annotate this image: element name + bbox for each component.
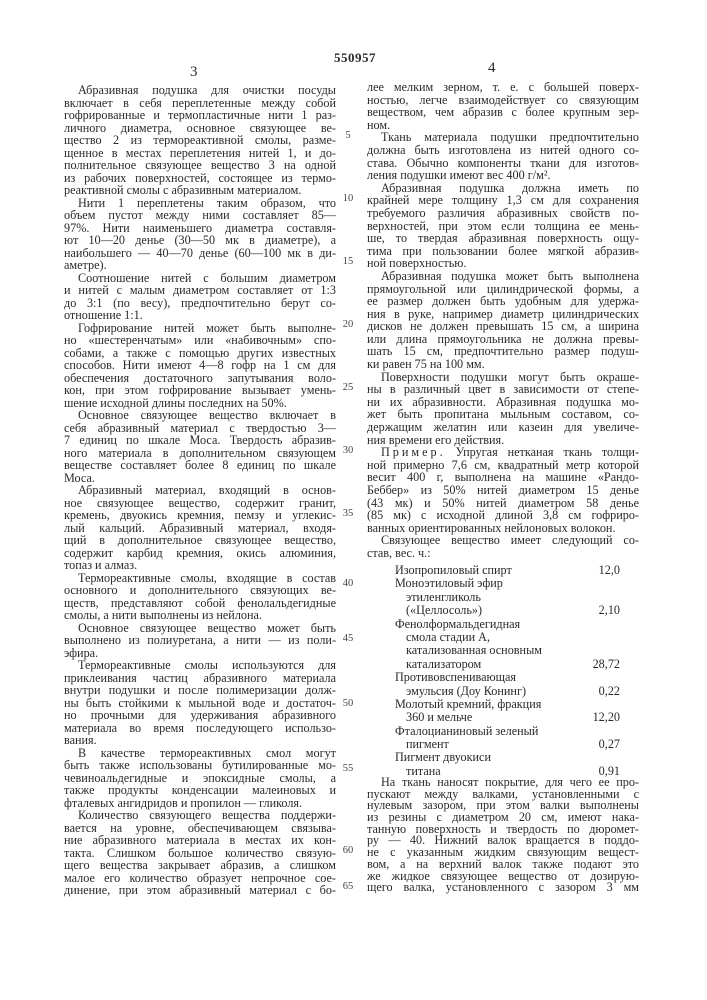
text-line: На ткань наносят покрытие, для чего ее про- (367, 777, 639, 789)
text-line: ного материала в дополнительном связующем (64, 447, 336, 460)
text-line: включает в себя переплетенные между собой (64, 97, 336, 110)
text-line: Основное связующее вещество может быть (64, 622, 336, 635)
text-line: приклеивания частиц абразивного материала (64, 672, 336, 685)
component-name (395, 564, 620, 577)
right-column (367, 81, 639, 560)
text-line: щего валка, установленного с зазором 3 мм (367, 882, 639, 894)
text-line: шать 15 см, предпочтительно размер подуш- (367, 345, 639, 358)
text-line: гофрированные и термопластичные нити 1 раз- (64, 109, 336, 122)
text-line: ния времени его действия. (367, 434, 639, 447)
example-label: Пример. (381, 445, 446, 459)
text-line: чевиноальдегидные и эпоксидные смолы, а (64, 772, 336, 785)
component-name-line: 360 и мельче (395, 711, 620, 724)
text-line: пускают между валками, установленными с (367, 789, 639, 801)
component-name-line: катализатором (395, 658, 620, 671)
text-line: Гофрирование нитей может быть выполне- (64, 322, 336, 335)
component-name (395, 698, 620, 725)
text-line: Термореактивные смолы используются для (64, 659, 336, 672)
line-number: 50 (338, 698, 358, 709)
text-line: ки равен 75 на 100 мм. (367, 358, 639, 371)
text-line: вом, а на верхний валок также подают это (367, 859, 639, 871)
text-line: кон, при этом гофрирование вызывает умень- (64, 384, 336, 397)
text-line: ше, то твердая абразивная поверхность ощу- (367, 232, 639, 245)
line-number: 45 (338, 633, 358, 644)
component-name-line: («Целлосоль») (395, 604, 620, 617)
text-line: (43 мк) и 50% нитей диаметром 58 денье (367, 497, 639, 510)
line-number: 60 (338, 845, 358, 856)
text-line: Абразивная подушка может быть выполнена (367, 270, 639, 283)
text-line: щество 2 из термореактивной смолы, разме- (64, 134, 336, 147)
text-line: 97%. Нити наименьшего диаметра составля- (64, 222, 336, 235)
component-name-line: Изопропиловый спирт (395, 564, 620, 577)
text-line: жет быть пропитана мыльным составом, со- (367, 408, 639, 421)
text-line: также продукты конденсации малеиновых и (64, 784, 336, 797)
text-line: отношение 1:1. (64, 309, 336, 322)
component-amount: 0,91 (599, 765, 620, 778)
text-line: Ткань материала подушки предпочтительно (367, 131, 639, 144)
text-line: В качестве термореактивных смол могут (64, 747, 336, 760)
text-line (367, 446, 639, 459)
composition-row (395, 698, 620, 725)
text-line: нулевым зазором, при этом валки выполнены (367, 800, 639, 812)
text-line: дисков не должен превышать 15 см, а ширина (367, 320, 639, 333)
component-name-line: эмульсия (Доу Конинг) (395, 685, 620, 698)
line-number: 55 (338, 763, 358, 774)
line-number: 65 (338, 881, 358, 892)
text-line: личного диаметра, основное связующее ве- (64, 122, 336, 135)
text-line: но прочными для удерживания абразивного (64, 709, 336, 722)
text-line: 7 единиц по шкале Моса. Твердость абразив- (64, 434, 336, 447)
text-line: Основное связующее вещество включает в (64, 409, 336, 422)
text-line: Поверхности подушки могут быть окраше- (367, 371, 639, 384)
text-line: ее размер должен быть удобным для удержа- (367, 295, 639, 308)
text-line: ное связующее вещество, содержит гранит, (64, 497, 336, 510)
text-line: материала во время последующего использо- (64, 722, 336, 735)
component-name-line: Фенолформальдегидная (395, 618, 620, 631)
text-line: весит 400 г, выполнена на машине «Рандо- (367, 471, 639, 484)
page-number-left: 3 (190, 64, 198, 81)
text-line: ном. (367, 119, 639, 132)
text-line: выполнено из полиуретана, а нити — из поли- (64, 634, 336, 647)
text-line: тима при пользовании более мягкой абразив- (367, 245, 639, 258)
text-line-content: Упругая нетканая ткань толщи- (456, 445, 639, 459)
text-line: Связующее вещество имеет следующий со- (367, 534, 639, 547)
composition-table (395, 564, 620, 778)
text-line: ностью, легче взаимодействует со связующим (367, 94, 639, 107)
text-line: или длина прямоугольника не должна превы- (367, 333, 639, 346)
patent-number: 550957 (320, 50, 390, 66)
text-line: ния в руке, например диаметр цилиндрических (367, 308, 639, 321)
component-name-line: Фталоцианиновый зеленый (395, 725, 620, 738)
text-line: ления подушки имеют вес 400 г/м². (367, 169, 639, 182)
component-amount: 12,20 (593, 711, 620, 724)
line-number: 15 (338, 256, 358, 267)
text-line: став, вес. ч.: (367, 547, 639, 560)
text-line: смолы, а нити выполнены из нейлона. (64, 609, 336, 622)
component-amount: 28,72 (593, 658, 620, 671)
component-amount: 2,10 (599, 604, 620, 617)
text-line: собами, а также с помощью других известных (64, 347, 336, 360)
text-line: Соотношение нитей с большим диаметром (64, 272, 336, 285)
text-line: наибольшего — 40—70 денье (60—100 мк в ди- (64, 247, 336, 260)
text-line: малое его количество образует непрочное сое- (64, 872, 336, 885)
text-line: лый кальций. Абразивный материал, входя- (64, 522, 336, 535)
right-column-continuation (367, 777, 639, 894)
component-name-line: пигмент (395, 738, 620, 751)
text-line: ни их абразивности. Абразивная подушка мо- (367, 396, 639, 409)
page-number-right: 4 (488, 60, 496, 77)
text-line: основного и дополнительного связующих ве- (64, 584, 336, 597)
text-line: веществе составляет более 8 единиц по шкале (64, 459, 336, 472)
text-line: ру — 40. Нижний валок вращается в поддо- (367, 835, 639, 847)
text-line: Нити 1 переплетены таким образом, что (64, 197, 336, 210)
text-line: ние абразивного материала в местах их кон- (64, 834, 336, 847)
text-line: полнительное связующее вещество 3 на одной (64, 159, 336, 172)
text-line: но «шестеренчатым» или «набивочным» спо- (64, 334, 336, 347)
component-amount: 0,22 (599, 685, 620, 698)
text-line: топаз и алмаз. (64, 559, 336, 572)
text-line: должна быть изготовлена из нитей одного со- (367, 144, 639, 157)
composition-row (395, 671, 620, 698)
component-name-line: Моноэтиловый эфир (395, 577, 620, 590)
text-line: требуемого различия абразивных свойств по- (367, 207, 639, 220)
text-line: Количество связующего вещества поддержи- (64, 809, 336, 822)
text-line: ной примерно 7,6 см, квадратный метр которой (367, 459, 639, 472)
text-line: аметре). (64, 259, 336, 272)
text-line: крайней мере толщину 1,3 см для сохранения (367, 194, 639, 207)
text-line: Абразивный материал, входящий в основ- (64, 484, 336, 497)
text-line: внутри подушки и после полимеризации долж- (64, 684, 336, 697)
text-line: Беббер» из 50% нитей диаметром 15 денье (367, 484, 639, 497)
text-line: веществом, чем абразив с более крупным зер- (367, 106, 639, 119)
text-line: Абразивная подушка должна иметь по (367, 182, 639, 195)
text-line: Термореактивные смолы, входящие в состав (64, 572, 336, 585)
text-line: лее мелким зерном, т. е. с большей поверх- (367, 81, 639, 94)
text-line: быть также использованы бутилированные мо- (64, 759, 336, 772)
text-line: щенное в местах переплетения нитей 1, и до- (64, 147, 336, 160)
text-line: такта. Слишком большое количество связую- (64, 847, 336, 860)
text-line: вается на уровне, обеспечивающем связыва- (64, 822, 336, 835)
composition-row (395, 725, 620, 752)
text-line: эфира. (64, 647, 336, 660)
text-line: щего вещества закрывает абразив, а слишком (64, 859, 336, 872)
text-line: из резины с диаметром 20 см, имеют нака- (367, 812, 639, 824)
component-name (395, 577, 620, 617)
component-name (395, 725, 620, 752)
component-name-line: титана (395, 765, 620, 778)
line-number: 10 (338, 193, 358, 204)
text-line: объем пустот между ними составляет 85— (64, 209, 336, 222)
text-line: Абразивная подушка для очистки посуды (64, 84, 336, 97)
text-line: вания. (64, 734, 336, 747)
text-line: (85 мк) с исходной длиной 3,8 см гофриро- (367, 509, 639, 522)
component-name-line: Молотый кремний, фракция (395, 698, 620, 711)
component-name-line: катализованная основным (395, 644, 620, 657)
text-line: фталевых ангидридов и пропилон — гликоля. (64, 797, 336, 810)
text-line: кремень, двуокись кремния, пемзу и углекис- (64, 509, 336, 522)
component-name-line: смола стадии А, (395, 631, 620, 644)
text-line: же жидкое связующее вещество от дозирую- (367, 871, 639, 883)
text-line: шение исходной длины последних на 50%. (64, 397, 336, 410)
text-line: до 3:1 (по весу), предпочтительно берут со- (64, 297, 336, 310)
text-line: верхностей, при этом если толщина ее мень- (367, 220, 639, 233)
component-amount: 12,0 (599, 564, 620, 577)
text-line: обеспечения достаточного запутывания воло- (64, 372, 336, 385)
left-column (64, 84, 336, 897)
text-line: способов. Нити имеют 4—8 гофр на 1 см для (64, 359, 336, 372)
component-name (395, 671, 620, 698)
text-line: танную поверхность и твердость по дюромет- (367, 824, 639, 836)
text-line: Моса. (64, 472, 336, 485)
component-name-line: этиленгликоль (395, 591, 620, 604)
line-number: 40 (338, 578, 358, 589)
text-line: става. Обычно компоненты ткани для изготов- (367, 157, 639, 170)
text-line: ществ, представляют собой фенолальдегидные (64, 597, 336, 610)
component-name (395, 618, 620, 672)
text-line: ной поверхностью. (367, 257, 639, 270)
composition-row (395, 564, 620, 577)
text-line: из рабочих поверхностей, состоящее из термо- (64, 172, 336, 185)
text-line: не с указанным жидким связующим вещест- (367, 847, 639, 859)
component-amount: 0,27 (599, 738, 620, 751)
text-line: ны в различный цвет в зависимости от степе- (367, 383, 639, 396)
text-line: реактивной смолы с абразивным материалом. (64, 184, 336, 197)
text-line: и нитей с малым диаметром составляет от 1:3 (64, 284, 336, 297)
line-number: 30 (338, 445, 358, 456)
line-number: 5 (338, 130, 358, 141)
text-line: держащим желатин или казеин для увеличе- (367, 421, 639, 434)
text-line: динение, при этом абразивный материал с бо- (64, 884, 336, 897)
line-number: 35 (338, 508, 358, 519)
text-line: прямоугольной или цилиндрической формы, а (367, 283, 639, 296)
text-line: ванных ориентированных нейлоновых волокон. (367, 522, 639, 535)
text-line: щий в дополнительное связующее вещество, (64, 534, 336, 547)
text-line: ны быть стойкими к мыльной воде и достаточ- (64, 697, 336, 710)
text-line: содержит карбид кремния, окись алюминия, (64, 547, 336, 560)
line-number: 25 (338, 382, 358, 393)
composition-row (395, 618, 620, 672)
text-line: себя абразивный материал с твердостью 3— (64, 422, 336, 435)
line-number: 20 (338, 319, 358, 330)
component-name-line: Пигмент двуокиси (395, 751, 620, 764)
text-line: ют 10—20 денье (30—50 мк в диаметре), а (64, 234, 336, 247)
component-name-line: Противовспенивающая (395, 671, 620, 684)
composition-row (395, 577, 620, 617)
